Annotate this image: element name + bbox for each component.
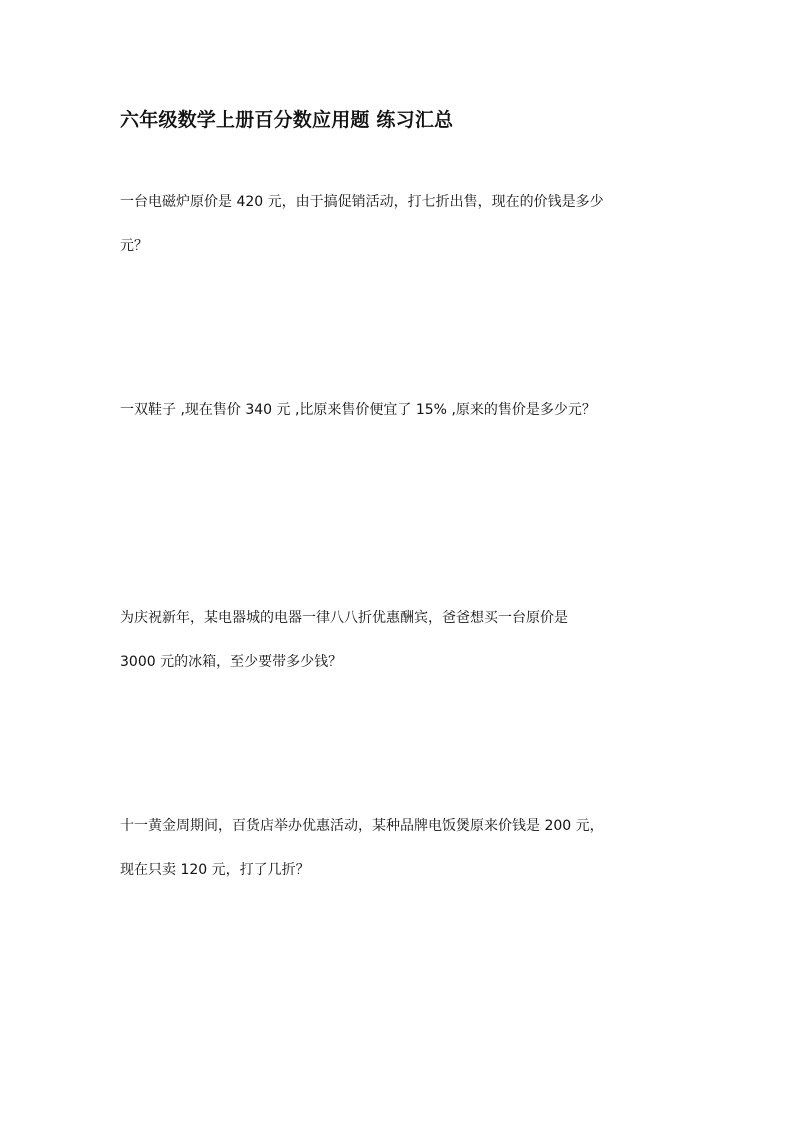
problem-2 bbox=[120, 388, 700, 432]
problem-2-line-1: 一双鞋子 ,现在售价 340 元 ,比原来售价便宜了 15% ,原来的售价是多少元？ bbox=[120, 402, 596, 418]
problem-1-line-1: 一台电磁炉原价是 420 元，由于搞促销活动，打七折出售，现在的价钱是多少 bbox=[120, 194, 604, 210]
problem-3 bbox=[120, 596, 700, 684]
problem-1 bbox=[120, 180, 700, 268]
problem-4-line-1: 十一黄金周期间，百货店举办优惠活动，某种品牌电饭煲原来价钱是 200 元， bbox=[120, 818, 604, 834]
problem-4 bbox=[120, 804, 700, 892]
problem-3-line-1: 为庆祝新年，某电器城的电器一律八八折优惠酬宾，爸爸想买一台原价是 bbox=[120, 610, 568, 626]
problem-4-line-2: 现在只卖 120 元，打了几折？ bbox=[120, 862, 310, 878]
problem-3-line-2: 3000 元的冰箱，至少要带多少钱？ bbox=[120, 654, 343, 670]
problem-1-line-2: 元？ bbox=[120, 238, 148, 254]
document-title: 六年级数学上册百分数应用题 练习汇总 bbox=[120, 109, 454, 131]
